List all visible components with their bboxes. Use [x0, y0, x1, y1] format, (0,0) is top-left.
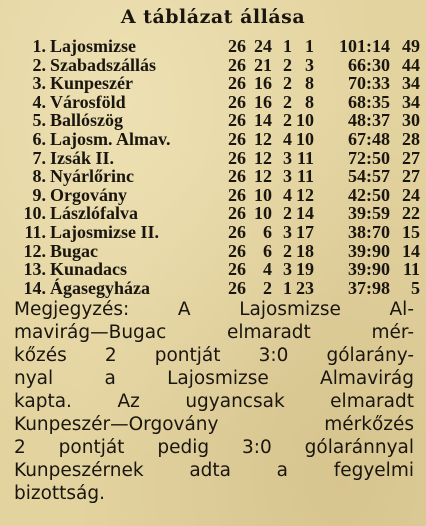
table-row	[6, 260, 420, 279]
goals-cell: 54:57	[348, 166, 390, 187]
team-name-cell: Kunpeszér	[50, 73, 133, 94]
points-cell: 34	[402, 73, 420, 94]
points-cell: 22	[402, 203, 420, 224]
won-cell: 6	[263, 240, 272, 261]
goals-cell: 39:59	[348, 203, 390, 224]
lost-cell: 10	[296, 128, 314, 149]
goals-cell: 38:70	[348, 221, 390, 242]
points-cell: 27	[402, 147, 420, 168]
points-cell: 27	[402, 166, 420, 187]
played-cell: 26	[228, 166, 246, 187]
position-cell: 4.	[32, 91, 46, 112]
won-cell: 16	[254, 91, 272, 112]
table-row	[6, 37, 420, 56]
table-row	[6, 186, 420, 205]
played-cell: 26	[228, 110, 246, 131]
lost-cell: 11	[296, 147, 314, 168]
points-cell: 49	[402, 36, 420, 56]
team-name-cell: Lajosmizse	[50, 36, 136, 56]
drawn-cell: 1	[283, 277, 292, 298]
lost-cell: 12	[296, 184, 314, 205]
table-row	[6, 223, 420, 242]
standings-table	[6, 37, 420, 297]
position-cell: 10.	[23, 203, 46, 224]
page-title: A táblázat állása	[120, 6, 306, 28]
goals-cell: 48:37	[348, 110, 390, 131]
lost-cell: 3	[305, 54, 314, 75]
position-cell: 9.	[32, 184, 46, 205]
drawn-cell: 3	[283, 221, 292, 242]
note-line: Kunpeszér—Orgovány mérkőzés	[14, 414, 414, 435]
goals-cell: 39:90	[348, 259, 390, 280]
position-cell: 6.	[32, 128, 46, 149]
points-cell: 5	[411, 277, 420, 298]
table-row	[6, 279, 420, 298]
goals-cell: 68:35	[348, 91, 390, 112]
won-cell: 2	[263, 277, 272, 298]
table-row	[6, 130, 420, 149]
won-cell: 12	[254, 166, 272, 187]
lost-cell: 19	[296, 259, 314, 280]
position-cell: 3.	[32, 73, 46, 94]
points-cell: 44	[402, 54, 420, 75]
table-row	[6, 93, 420, 112]
points-cell: 28	[402, 128, 420, 149]
won-cell: 21	[254, 54, 272, 75]
won-cell: 24	[254, 36, 272, 56]
points-cell: 15	[402, 221, 420, 242]
played-cell: 26	[228, 147, 246, 168]
position-cell: 14.	[23, 277, 46, 298]
position-cell: 1.	[32, 36, 46, 56]
team-name-cell: Szabadszállás	[50, 54, 157, 75]
standings-body	[6, 37, 420, 297]
note-line: kapta. Az ugyancsak elmaradt	[14, 391, 414, 412]
team-name-cell: Ballószög	[50, 110, 124, 131]
won-cell: 12	[254, 128, 272, 149]
points-cell: 24	[402, 184, 420, 205]
drawn-cell: 4	[283, 184, 292, 205]
drawn-cell: 2	[283, 203, 292, 224]
note-line: bizottság.	[14, 483, 106, 504]
won-cell: 12	[254, 147, 272, 168]
drawn-cell: 2	[283, 73, 292, 94]
lost-cell: 14	[296, 203, 314, 224]
drawn-cell: 2	[283, 91, 292, 112]
lost-cell: 23	[296, 277, 314, 298]
drawn-cell: 2	[283, 54, 292, 75]
won-cell: 4	[263, 259, 272, 280]
points-cell: 30	[402, 110, 420, 131]
won-cell: 10	[254, 184, 272, 205]
played-cell: 26	[228, 54, 246, 75]
drawn-cell: 2	[283, 240, 292, 261]
note-line: mavirág—Bugac elmaradt mér-	[14, 322, 414, 343]
position-cell: 2.	[32, 54, 46, 75]
position-cell: 8.	[32, 166, 46, 187]
table-row	[6, 74, 420, 93]
played-cell: 26	[228, 240, 246, 261]
played-cell: 26	[228, 221, 246, 242]
goals-cell: 72:50	[348, 147, 390, 168]
table-row	[6, 242, 420, 261]
team-name-cell: Orgovány	[50, 184, 128, 205]
played-cell: 26	[228, 277, 246, 298]
goals-cell: 66:30	[348, 54, 390, 75]
played-cell: 26	[228, 203, 246, 224]
team-name-cell: Lászlófalva	[50, 203, 138, 224]
team-name-cell: Ágasegyháza	[50, 277, 150, 298]
lost-cell: 10	[296, 110, 314, 131]
position-cell: 5.	[32, 110, 46, 131]
played-cell: 26	[228, 91, 246, 112]
goals-cell: 37:98	[348, 277, 390, 298]
team-name-cell: Nyárlőrinc	[50, 166, 134, 187]
position-cell: 12.	[23, 240, 46, 261]
points-cell: 14	[402, 240, 420, 261]
goals-cell: 42:50	[348, 184, 390, 205]
goals-cell: 70:33	[348, 73, 390, 94]
position-cell: 7.	[32, 147, 46, 168]
table-row	[6, 56, 420, 75]
note-line: 2 pontját pedig 3:0 gólaránnyal	[14, 437, 414, 458]
points-cell: 11	[402, 259, 420, 280]
played-cell: 26	[228, 259, 246, 280]
drawn-cell: 1	[283, 36, 292, 56]
drawn-cell: 3	[283, 259, 292, 280]
note-line: Megjegyzés: A Lajosmizse Al-	[14, 299, 414, 320]
won-cell: 6	[263, 221, 272, 242]
drawn-cell: 4	[283, 128, 292, 149]
lost-cell: 8	[305, 91, 314, 112]
table-row	[6, 204, 420, 223]
team-name-cell: Kunadacs	[50, 259, 128, 280]
drawn-cell: 3	[283, 147, 292, 168]
drawn-cell: 3	[283, 166, 292, 187]
team-name-cell: Városföld	[50, 91, 126, 112]
lost-cell: 18	[296, 240, 314, 261]
team-name-cell: Lajosm. Almav.	[50, 128, 171, 149]
team-name-cell: Lajosmizse II.	[50, 221, 159, 242]
lost-cell: 1	[305, 36, 314, 56]
won-cell: 14	[254, 110, 272, 131]
lost-cell: 11	[296, 166, 314, 187]
won-cell: 16	[254, 73, 272, 94]
played-cell: 26	[228, 128, 246, 149]
table-row	[6, 111, 420, 130]
position-cell: 13.	[23, 259, 46, 280]
played-cell: 26	[228, 73, 246, 94]
lost-cell: 8	[305, 73, 314, 94]
note-line: kőzés 2 pontját 3:0 gólarány-	[14, 345, 414, 366]
note-line: Kunpeszérnek adta a fegyelmi	[14, 460, 414, 481]
table-row	[6, 167, 420, 186]
goals-cell: 67:48	[348, 128, 390, 149]
note-line: nyal a Lajosmizse Almavirág	[14, 368, 414, 389]
team-name-cell: Izsák II.	[50, 147, 115, 168]
drawn-cell: 2	[283, 110, 292, 131]
position-cell: 11.	[24, 221, 46, 242]
played-cell: 26	[228, 184, 246, 205]
goals-cell: 101:14	[339, 36, 390, 56]
played-cell: 26	[228, 36, 246, 56]
points-cell: 34	[402, 91, 420, 112]
goals-cell: 39:90	[348, 240, 390, 261]
team-name-cell: Bugac	[50, 240, 99, 261]
note-paragraph	[14, 298, 414, 505]
lost-cell: 17	[296, 221, 314, 242]
won-cell: 10	[254, 203, 272, 224]
table-row	[6, 149, 420, 168]
